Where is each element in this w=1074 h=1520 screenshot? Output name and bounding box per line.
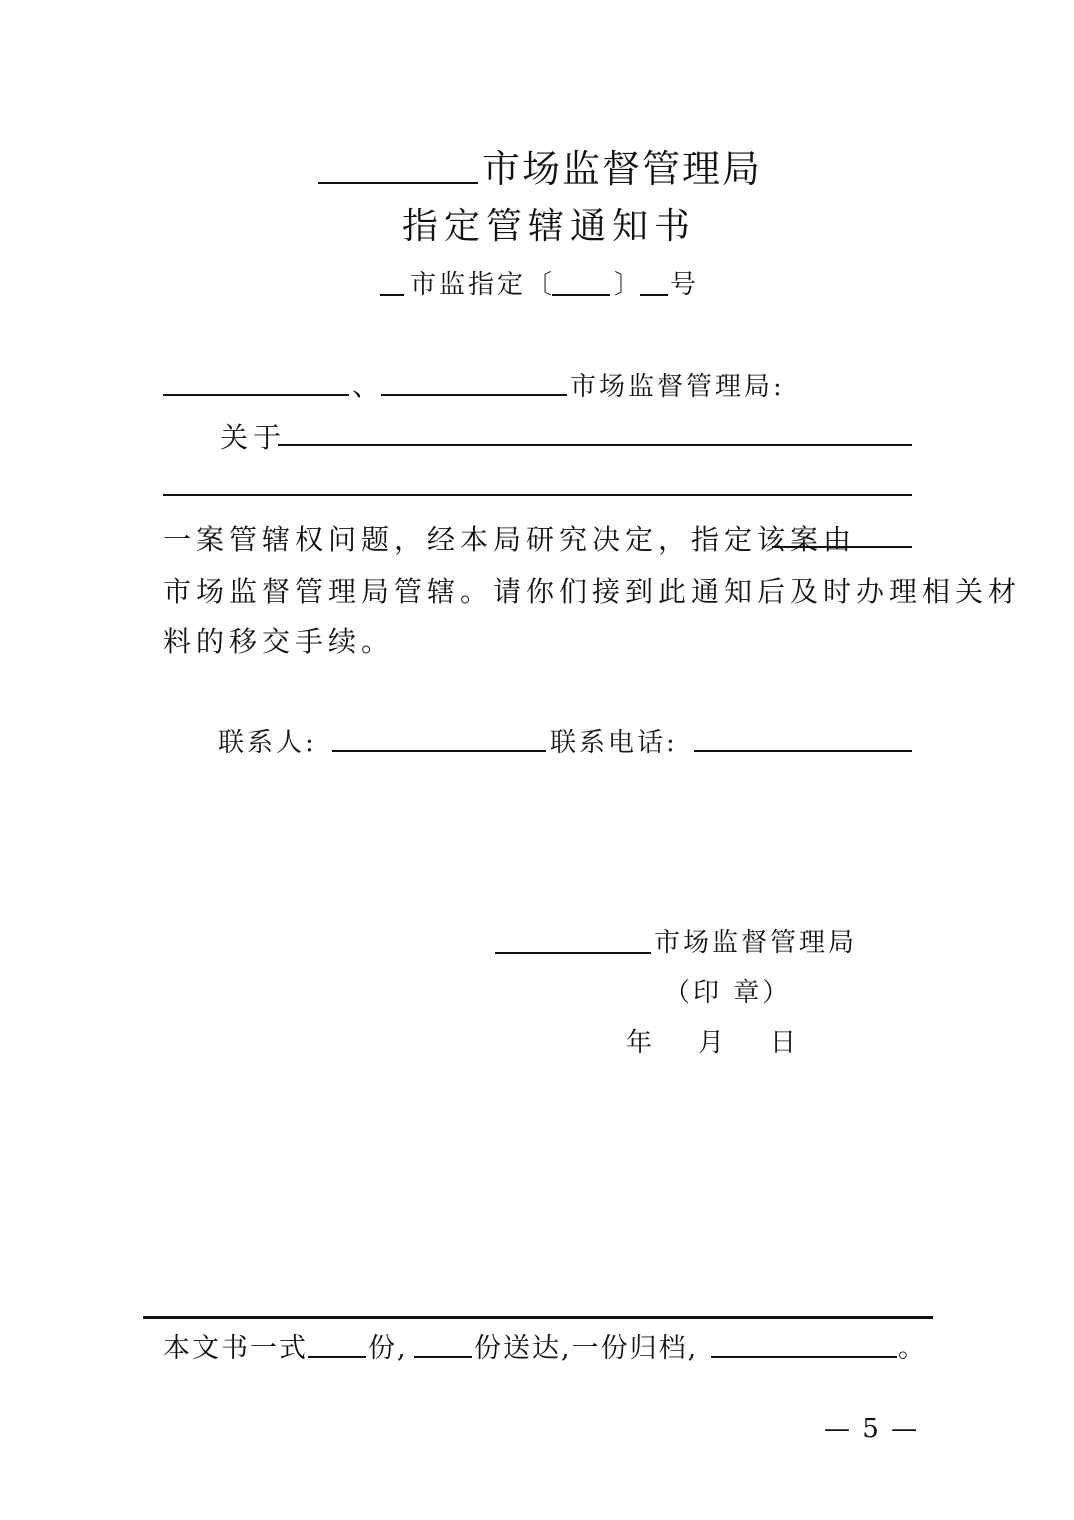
contact-phone-label: 联系电话: [550, 728, 678, 758]
doc-no-year-blank[interactable] [552, 264, 610, 296]
contact-phone-blank[interactable] [694, 720, 912, 752]
date-year-label: 年 [626, 1028, 656, 1058]
recipient-2-blank[interactable] [381, 364, 567, 396]
signing-agency-suffix: 市场监督管理局 [654, 928, 858, 958]
case-name-blank-1[interactable] [278, 414, 912, 446]
doc-no-end: 号 [670, 270, 700, 300]
case-name-blank-2[interactable] [163, 466, 912, 496]
copies-note-blank[interactable] [711, 1326, 897, 1358]
header-agency-suffix: 市场监督管理局 [482, 147, 763, 191]
doc-no-mid: 市监指定〔 [410, 270, 556, 300]
about-label: 关于 [220, 421, 287, 454]
date-day-label: 日 [770, 1028, 800, 1058]
recipient-1-blank[interactable] [163, 364, 349, 396]
copies-end: 。 [898, 1333, 927, 1364]
contact-person-blank[interactable] [332, 720, 546, 752]
recipient-suffix: 市场监督管理局: [570, 372, 785, 402]
page-number: — 5 — [824, 1414, 920, 1444]
copies-mid: 份, [368, 1333, 408, 1364]
recipient-separator: 、 [352, 369, 386, 402]
designated-agency-blank[interactable] [772, 516, 912, 548]
doc-title: 指定管辖通知书 [402, 206, 697, 247]
doc-no-close: 〕 [614, 270, 644, 300]
doc-no-region-blank[interactable] [380, 264, 404, 296]
date-month-label: 月 [698, 1028, 728, 1058]
body-line-4: 市场监督管理局管辖。请你们接到此通知后及时办理相关材 [163, 575, 1022, 608]
agency-name-blank[interactable] [318, 138, 478, 184]
copies-sent-text: 份送达,一份归档, [474, 1333, 699, 1364]
body-line-3: 一案管辖权问题，经本局研究决定，指定该案由 [163, 523, 857, 556]
copies-total-blank[interactable] [308, 1326, 366, 1358]
body-line-5: 料的移交手续。 [163, 625, 395, 658]
seal-label: （印 章） [664, 978, 792, 1008]
copies-prefix: 本文书一式 [163, 1333, 308, 1364]
footer-divider [143, 1316, 933, 1319]
contact-person-label: 联系人: [218, 728, 317, 758]
copies-sent-blank[interactable] [414, 1326, 472, 1358]
doc-no-number-blank[interactable] [640, 264, 668, 296]
signing-agency-blank[interactable] [495, 922, 651, 954]
